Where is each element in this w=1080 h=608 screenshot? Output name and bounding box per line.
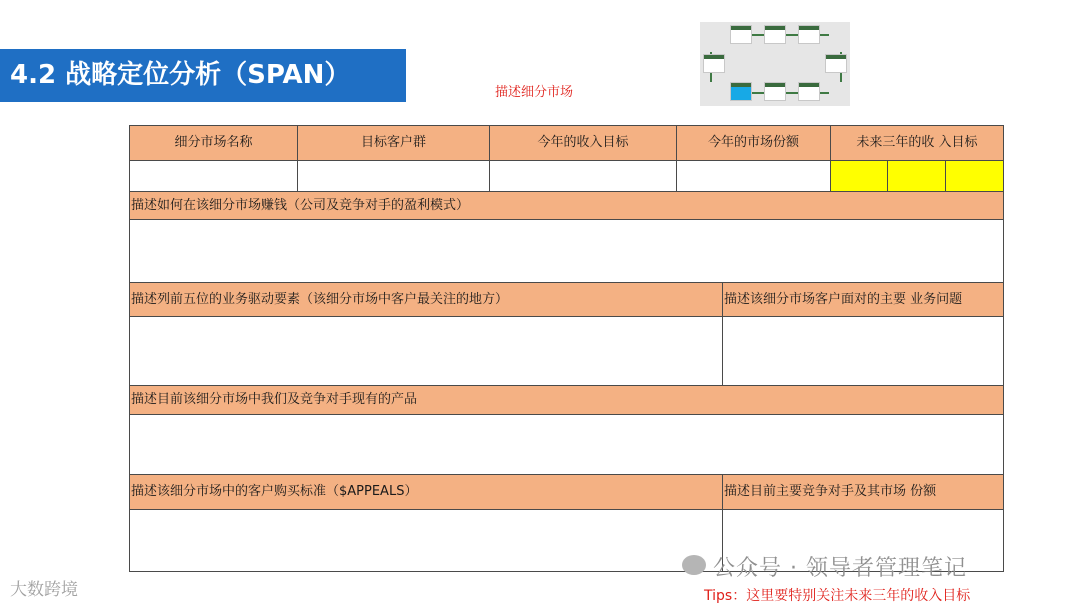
table-input-row bbox=[130, 161, 1003, 192]
section-body-row bbox=[130, 220, 1003, 283]
section-header-row bbox=[130, 475, 1003, 510]
year-1-revenue-cell[interactable] bbox=[831, 161, 888, 191]
products-input[interactable] bbox=[130, 415, 1003, 474]
table-header-row bbox=[130, 126, 1003, 161]
year-3-revenue-cell[interactable] bbox=[946, 161, 1003, 191]
section-products-label: 描述目前该细分市场中我们及竞争对手现有的产品 bbox=[131, 392, 418, 407]
flow-step-node bbox=[764, 25, 786, 44]
process-flow-thumbnail bbox=[700, 22, 850, 106]
wechat-watermark: 公众号 · 领导者管理笔记 bbox=[713, 556, 967, 581]
column-header: 今年的收入目标 bbox=[490, 126, 677, 160]
flow-step-node bbox=[798, 25, 820, 44]
flow-step-node bbox=[825, 54, 847, 73]
section-header-row bbox=[130, 283, 1003, 317]
section-body-row bbox=[130, 415, 1003, 475]
section-subtitle: 描述细分市场 bbox=[495, 85, 574, 100]
business-drivers-input[interactable] bbox=[130, 317, 723, 385]
span-analysis-table bbox=[129, 125, 1004, 572]
market-share-cell[interactable] bbox=[677, 161, 831, 191]
profit-model-input[interactable] bbox=[130, 220, 1003, 282]
flow-step-node bbox=[764, 82, 786, 101]
segment-name-cell[interactable] bbox=[130, 161, 298, 191]
section-header-row bbox=[130, 192, 1003, 220]
section-body-row bbox=[130, 317, 1003, 386]
section-header-row bbox=[130, 386, 1003, 415]
section-buying-criteria-label: 描述该细分市场中的客户购买标准（$APPEALS） bbox=[130, 475, 723, 509]
year-2-revenue-cell[interactable] bbox=[888, 161, 946, 191]
tips-note: Tips：这里要特别关注未来三年的收入目标 bbox=[704, 588, 971, 604]
flow-step-node bbox=[703, 54, 725, 73]
buying-criteria-input[interactable] bbox=[130, 510, 723, 571]
flow-step-node bbox=[798, 82, 820, 101]
section-business-drivers-label: 描述列前五位的业务驱动要素（该细分市场中客户最关注的地方） bbox=[130, 283, 723, 316]
column-header: 未来三年的收 入目标 bbox=[856, 135, 978, 150]
flow-step-node-active bbox=[730, 82, 752, 101]
column-header: 今年的市场份额 bbox=[677, 126, 831, 160]
section-customer-issues-label: 描述该细分市场客户面对的主要 业务问题 bbox=[724, 292, 963, 307]
brand-watermark: 大数跨境 bbox=[10, 580, 78, 600]
page-title: 4.2 战略定位分析（SPAN） bbox=[0, 49, 406, 102]
customer-issues-input[interactable] bbox=[723, 317, 1003, 385]
revenue-target-cell[interactable] bbox=[490, 161, 677, 191]
flow-step-node bbox=[730, 25, 752, 44]
target-customers-cell[interactable] bbox=[298, 161, 490, 191]
column-header: 细分市场名称 bbox=[130, 126, 298, 160]
section-profit-model-label: 描述如何在该细分市场赚钱（公司及竞争对手的盈利模式） bbox=[131, 198, 470, 213]
section-competitors-label: 描述目前主要竞争对手及其市场 份额 bbox=[724, 484, 937, 499]
column-header: 目标客户群 bbox=[298, 126, 490, 160]
